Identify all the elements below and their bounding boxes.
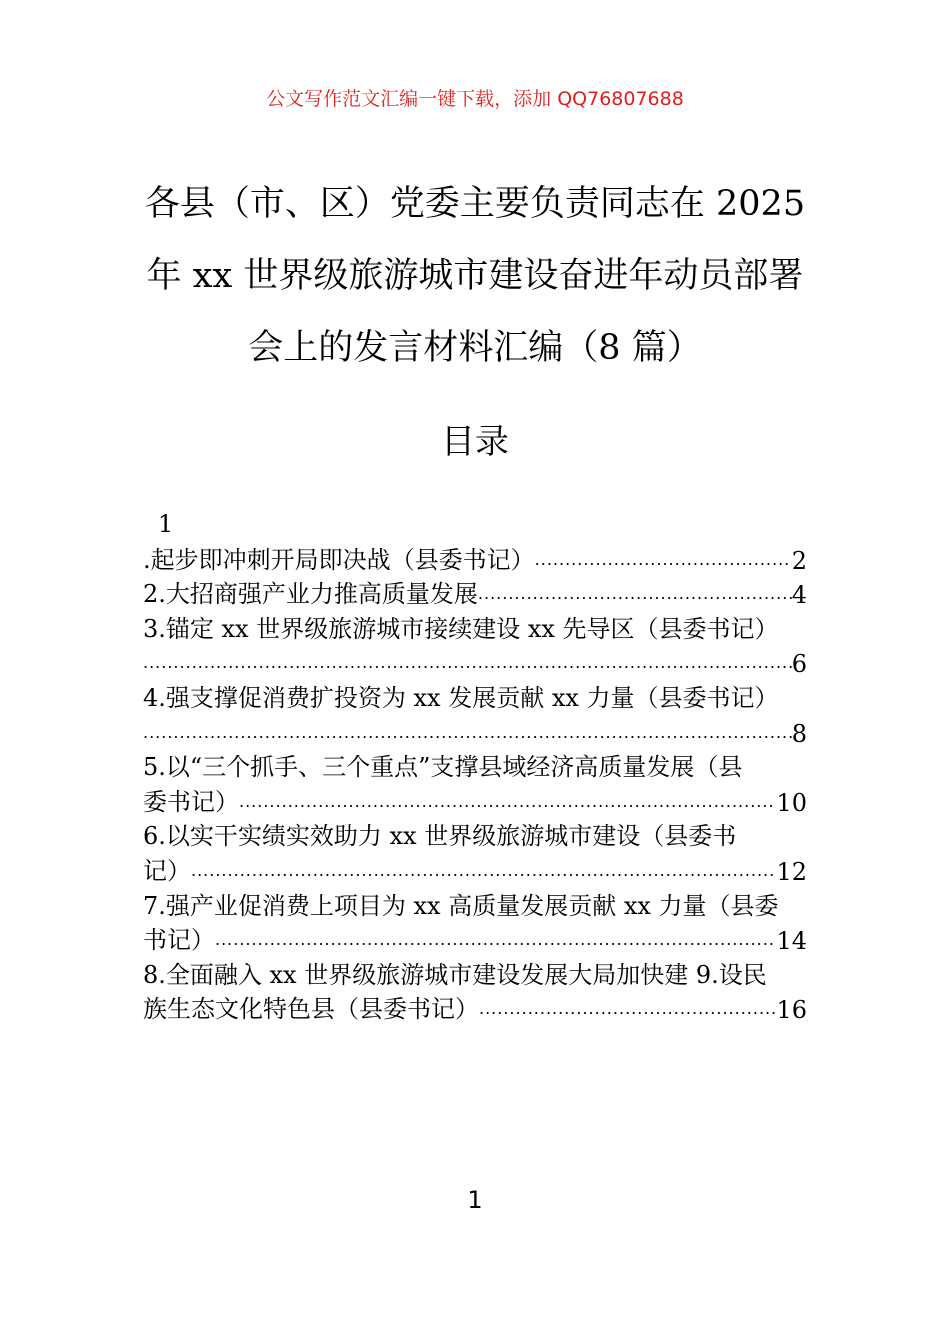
toc-leader-dots: [478, 582, 792, 609]
toc-entry[interactable]: [143, 817, 807, 852]
toc-entry-title: 5.以“三个抓手、三个重点”支撑县域经济高质量发展（县: [143, 753, 743, 782]
toc-entry-title-continued: 书记）: [143, 926, 215, 955]
toc-leader-dots: [215, 928, 776, 955]
toc-leader-dots: [143, 721, 792, 748]
toc-page-number: 10: [776, 788, 807, 817]
toc-entry-title-continued: 委书记）: [143, 787, 239, 816]
toc-entry-continuation[interactable]: [143, 921, 807, 956]
toc-leader-dots: [535, 548, 792, 575]
toc-leader-dots: [143, 651, 792, 678]
toc-entry-title: 8.全面融入 xx 世界级旅游城市建设发展大局加快建 9.设民: [143, 960, 767, 989]
toc-page-number: 16: [776, 996, 807, 1025]
toc-page-number: 14: [776, 927, 807, 956]
toc-entry[interactable]: [143, 540, 807, 575]
toc-leader-dots: [479, 997, 776, 1024]
title-line-3: 会上的发言材料汇编（8 篇）: [248, 328, 702, 368]
header-download-note: 公文写作范文汇编一键下载，添加 QQ76807688: [266, 88, 684, 110]
toc-entry[interactable]: [143, 955, 807, 990]
toc-entry[interactable]: [143, 678, 807, 713]
title-line-2: 年 xx 世界级旅游城市建设奋进年动员部署: [146, 256, 804, 296]
toc-page-number: 6: [791, 650, 807, 679]
toc-entry-title-continued: 记）: [143, 856, 191, 885]
table-of-contents: [143, 540, 807, 1024]
toc-entry-title: .起步即冲刺开局即决战（县委书记）: [143, 545, 535, 574]
toc-leader-dots: [239, 790, 776, 817]
toc-entry[interactable]: [143, 609, 807, 644]
toc-entry[interactable]: [143, 748, 807, 783]
toc-entry-title-continued: 族生态文化特色县（县委书记）: [143, 995, 479, 1024]
title-line-1: 各县（市、区）党委主要负责同志在 2025: [144, 184, 806, 224]
toc-leader-dots: [191, 859, 776, 886]
toc-heading: 目录: [441, 422, 509, 462]
toc-entry-title: 7.强产业促消费上项目为 xx 高质量发展贡献 xx 力量（县委: [143, 891, 779, 920]
toc-entry-title: 4.强支撑促消费扩投资为 xx 发展贡献 xx 力量（县委书记）: [143, 683, 779, 712]
document-title: [120, 168, 830, 384]
toc-entry-title: 2.大招商强产业力推高质量发展: [143, 580, 478, 609]
toc-entry[interactable]: [143, 886, 807, 921]
toc-entry-continuation[interactable]: [143, 644, 807, 679]
toc-entry[interactable]: [143, 575, 807, 610]
toc-page-number: 12: [776, 857, 807, 886]
page-number: 1: [467, 1186, 483, 1214]
toc-page-number: 2: [791, 546, 807, 575]
toc-entry-title: 3.锚定 xx 世界级旅游城市接续建设 xx 先导区（县委书记）: [143, 614, 779, 643]
toc-entry-continuation[interactable]: [143, 782, 807, 817]
toc-entry-number: 1: [158, 510, 174, 538]
toc-entry-title: 6.以实干实绩实效助力 xx 世界级旅游城市建设（县委书: [143, 822, 737, 851]
toc-entry-continuation[interactable]: [143, 990, 807, 1025]
toc-entry-continuation[interactable]: [143, 713, 807, 748]
toc-page-number: 4: [791, 581, 807, 610]
toc-page-number: 8: [791, 719, 807, 748]
toc-entry-continuation[interactable]: [143, 851, 807, 886]
